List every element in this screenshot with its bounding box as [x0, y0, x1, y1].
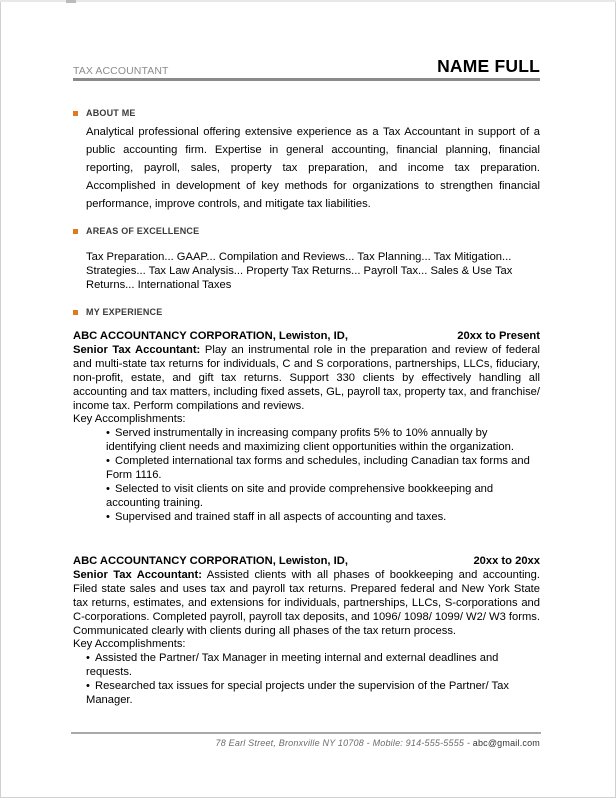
job-company: ABC ACCOUNTANCY CORPORATION, Lewiston, ID, [73, 555, 348, 567]
orange-square-icon [73, 229, 78, 234]
job-description [73, 344, 540, 414]
job-title: TAX ACCOUNTANT [73, 65, 169, 77]
footer-divider [71, 732, 541, 734]
candidate-name: NAME FULL [437, 56, 540, 76]
job-entry-2 [73, 555, 540, 708]
list-item: • Served instrumentally in increasing company profits 5% to 10% annually by identifying client needs and maximizing client opportunities within the organization. [106, 427, 514, 454]
job-role: Senior Tax Accountant: [73, 568, 202, 581]
job-header [73, 555, 540, 569]
list-item: • Researched tax issues for special projects under the supervision of the Partner/ Tax Manager. [86, 680, 509, 707]
section-areas-heading [73, 226, 199, 236]
orange-square-icon [73, 310, 78, 315]
footer-address: 78 Earl Street, Bronxville NY 10708 [215, 738, 364, 748]
accomplishments-list [106, 427, 540, 524]
list-item: • Completed international tax forms and schedules, including Canadian tax forms and Form 1116. [106, 455, 530, 482]
list-item: • Selected to visit clients on site and provide comprehensive bookkeeping and accounting training. [106, 482, 494, 509]
ruler-bar [0, 0, 616, 2]
list-item: • Supervised and trained staff in all aspects of accounting and taxes. [106, 510, 447, 523]
about-text: Analytical professional offering extensive experience as a Tax Accountant in support of a public accounting firm. Expertise in general accounting, financial planning, financial reporting, payroll, sales, property tax preparation, and income tax preparation. Accomplished in development of key methods for organizations to strengthen financial performance, improve controls, and mitigate tax liabilities. [86, 126, 540, 210]
section-areas-title: AREAS OF EXCELLENCE [86, 226, 200, 236]
resume-header [73, 56, 540, 78]
header-divider [73, 78, 540, 81]
section-about-title: ABOUT ME [86, 108, 136, 118]
job-dates: 20xx to Present [457, 330, 540, 342]
job-description-text: Assisted clients with all phases of bookkeeping and accounting. Filed state sales and uses tax and payroll tax returns. Prepared federal and New York State tax returns, estimates, and extensions for individuals, partnerships, LLCs, S-corporations and C-corporations. Completed payroll, payroll tax deposits, and 1096/ 1098/ 1099/ W2/ W3 forms. Communicated clearly with clients during all phases of the tax return process. [73, 568, 541, 637]
job-company: ABC ACCOUNTANCY CORPORATION, Lewiston, ID, [73, 330, 348, 342]
job-entry-1 [73, 330, 540, 525]
section-about-heading [73, 108, 136, 118]
contact-footer [216, 738, 540, 748]
job-dates: 20xx to 20xx [473, 555, 540, 567]
section-experience-title: MY EXPERIENCE [86, 307, 163, 317]
areas-text: Tax Preparation... GAAP... Compilation and Reviews... Tax Planning... Tax Mitigation... Strategies... Tax Law Analysis... Property Tax Returns... Payroll Tax... Sales & Use Tax Returns... International Taxes [86, 251, 513, 292]
job-role: Senior Tax Accountant: [73, 343, 201, 356]
footer-phone: - Mobile: 914-555-5555 - [363, 738, 473, 748]
accomplishments-list [86, 652, 540, 708]
footer-email: abc@gmail.com [472, 738, 540, 748]
job-header [73, 330, 540, 344]
ruler-marker [66, 0, 76, 3]
orange-square-icon [73, 111, 78, 116]
section-experience-heading [73, 307, 162, 317]
key-accomplishments-label: Key Accomplishments: [73, 413, 186, 426]
job-description-text: Play an instrumental role in the preparation and review of federal and multi-state tax returns for individuals, C and S corporations, partnerships, LLCs, fiduciary, non-profit, estate, and gift tax returns. Support 330 clients by effectively handling all accounting and tax matters, including fixed assets, GL, payroll tax, property tax, and franchise/ income tax. Perform compilations and reviews. [73, 343, 541, 412]
list-item: • Assisted the Partner/ Tax Manager in meeting internal and external deadlines and requests. [86, 652, 499, 679]
job-description [73, 569, 540, 639]
key-accomplishments-label: Key Accomplishments: [73, 638, 186, 651]
